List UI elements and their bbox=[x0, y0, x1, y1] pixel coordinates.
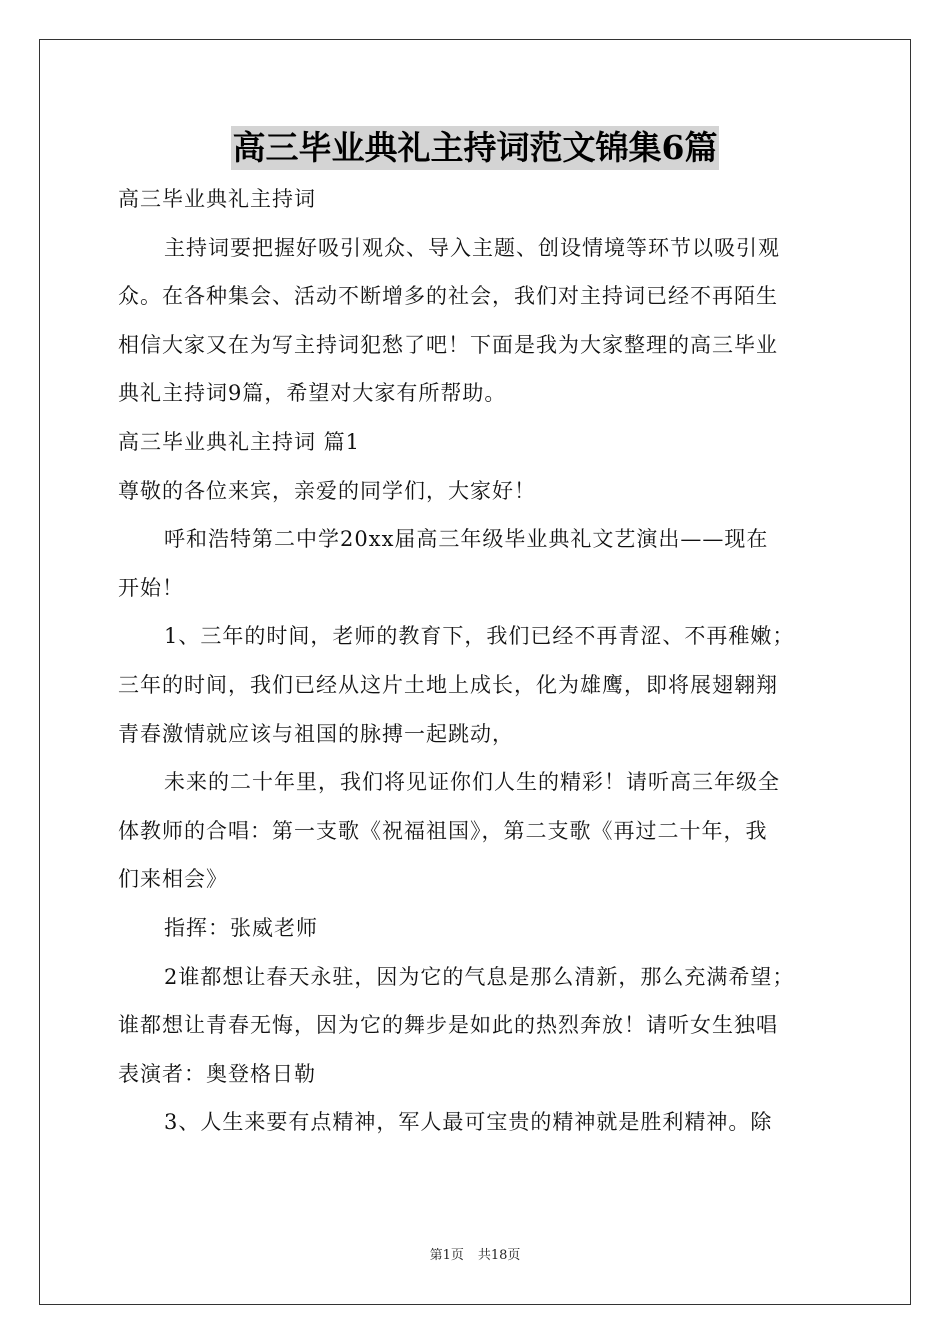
text-line: 主持词要把握好吸引观众、导入主题、创设情境等环节以吸引观 bbox=[164, 235, 780, 260]
text-line: 体教师的合唱：第一支歌《祝福祖国》，第二支歌《再过二十年，我 bbox=[118, 818, 768, 843]
text-line: 典礼主持词9篇，希望对大家有所帮助。 bbox=[118, 381, 507, 406]
page-total: 共18页 bbox=[477, 1248, 521, 1263]
text-line: 三年的时间，我们已经从这片土地上成长，化为雄鹰，即将展翅翱翔 bbox=[118, 672, 778, 697]
text-line: 指挥：张威老师 bbox=[164, 915, 318, 940]
text-line: 2谁都想让春天永驻，因为它的气息是那么清新，那么充满希望； bbox=[164, 964, 795, 989]
title-container bbox=[0, 126, 950, 170]
text-line: 未来的二十年里，我们将见证你们人生的精彩！请听高三年级全 bbox=[164, 770, 780, 795]
text-line: 谁都想让青春无悔，因为它的舞步是如此的热烈奔放！请听女生独唱 bbox=[118, 1013, 778, 1038]
text-line: 高三毕业典礼主持词 bbox=[118, 187, 316, 211]
document-body bbox=[118, 175, 834, 1147]
text-line: 3、人生来要有点精神，军人最可宝贵的精神就是胜利精神。除 bbox=[164, 1110, 773, 1135]
text-line: 青春激情就应该与祖国的脉搏一起跳动， bbox=[118, 721, 514, 746]
page-number: 第1页 bbox=[429, 1248, 464, 1263]
text-line: 1、三年的时间，老师的教育下，我们已经不再青涩、不再稚嫩； bbox=[164, 624, 795, 649]
page-footer bbox=[0, 1247, 950, 1265]
document-title: 高三毕业典礼主持词范文锦集6篇 bbox=[231, 126, 720, 170]
text-line: 相信大家又在为写主持词犯愁了吧！下面是我为大家整理的高三毕业 bbox=[118, 332, 778, 357]
text-line: 们来相会》 bbox=[118, 867, 228, 892]
text-line: 表演者：奥登格日勒 bbox=[118, 1061, 316, 1086]
text-line: 高三毕业典礼主持词 篇1 bbox=[118, 429, 361, 454]
text-line: 尊敬的各位来宾，亲爱的同学们，大家好！ bbox=[118, 478, 536, 503]
text-line: 众。在各种集会、活动不断增多的社会，我们对主持词已经不再陌生 bbox=[118, 284, 778, 309]
text-line: 开始！ bbox=[118, 575, 184, 600]
text-line: 呼和浩特第二中学20xx届高三年级毕业典礼文艺演出——现在 bbox=[164, 527, 769, 552]
